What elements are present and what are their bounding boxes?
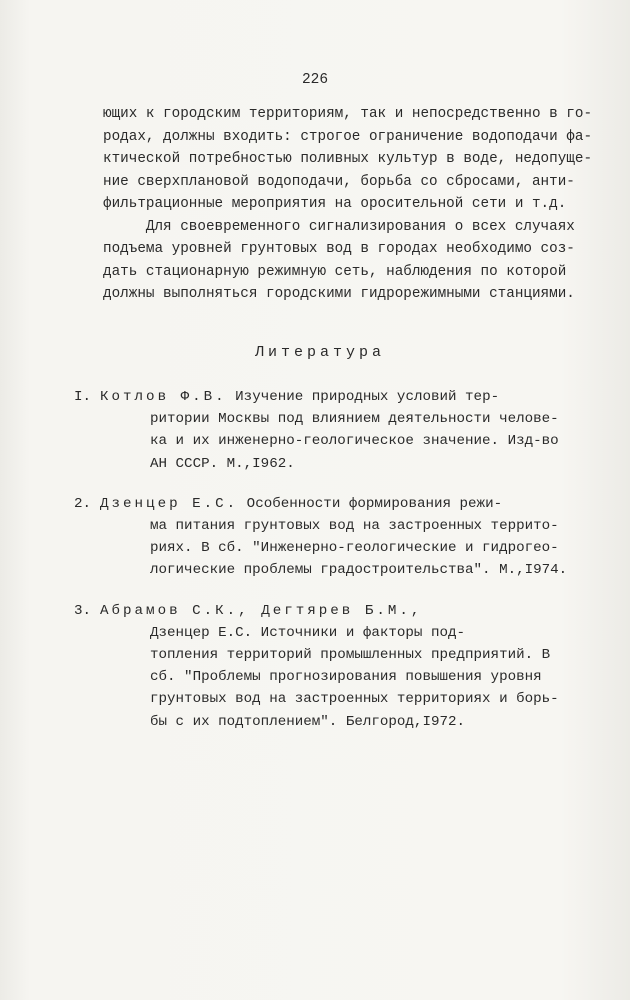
paragraph-line: подъема уровней грунтовых вод в городах необходимо соз- bbox=[103, 241, 575, 257]
reference-title: Особенности формирования режи- bbox=[238, 495, 503, 512]
reference-line: бы с их подтоплением". Белгород,I972. bbox=[150, 713, 466, 730]
page-number: 226 bbox=[301, 72, 329, 88]
reference-line: ка и их инженерно-геологическое значение. Изд-во bbox=[150, 433, 559, 450]
reference-item bbox=[74, 493, 594, 582]
reference-author: Абрамов С.К., Дегтярев Б.М., bbox=[100, 602, 423, 619]
reference-line: ма питания грунтовых вод на застроенных террито- bbox=[150, 518, 559, 535]
paragraph-line: должны выполняться городскими гидрорежимными станциями. bbox=[103, 286, 575, 302]
paragraph-line: ктической потребностью поливных культур в воде, недопуще- bbox=[103, 151, 593, 167]
reference-title: Изучение природных условий тер- bbox=[226, 389, 500, 405]
paragraph-line: дать стационарную режимную сеть, наблюдения по которой bbox=[103, 263, 567, 280]
reference-first-line bbox=[74, 600, 594, 622]
reference-number: 3. bbox=[74, 602, 92, 619]
reference-item bbox=[74, 386, 594, 475]
reference-line: АН СССР. М.,I962. bbox=[150, 455, 295, 472]
paragraph-1 bbox=[103, 103, 593, 216]
reference-line: ритории Москвы под влиянием деятельности челове- bbox=[150, 411, 559, 428]
paragraph-2 bbox=[103, 216, 593, 306]
reference-list bbox=[74, 386, 594, 751]
reference-line: логические проблемы градостроительства". М.,I974. bbox=[150, 562, 568, 579]
reference-item bbox=[74, 600, 594, 733]
reference-line: риях. В сб. "Инженерно-геологические и гидрогео- bbox=[150, 540, 559, 557]
reference-first-line bbox=[74, 386, 594, 408]
paragraph-line: ние сверхплановой водоподачи, борьба со сбросами, анти- bbox=[103, 173, 575, 190]
body-text bbox=[103, 103, 593, 306]
reference-author: Дзенцер Е.С. bbox=[100, 495, 239, 512]
literature-heading: Литература bbox=[254, 344, 385, 361]
paragraph-line: ющих к городским территориям, так и непосредственно в го- bbox=[103, 106, 593, 122]
paragraph-line: родах, должны входить: строгое ограничение водоподачи фа- bbox=[103, 128, 593, 145]
paragraph-line: Для своевременного сигнализирования о всех случаях bbox=[103, 218, 575, 235]
reference-line: сб. "Проблемы прогнозирования повышения уровня bbox=[150, 669, 542, 686]
reference-line: грунтовых вод на застроенных территориях и борь- bbox=[150, 691, 559, 708]
reference-number: 2. bbox=[74, 495, 92, 512]
reference-first-line bbox=[74, 493, 594, 515]
reference-line: Дзенцер Е.С. Источники и факторы под- bbox=[150, 624, 466, 641]
paragraph-line: фильтрационные мероприятия на оросительной сети и т.д. bbox=[103, 196, 567, 212]
reference-number: I. bbox=[74, 389, 92, 405]
reference-author: Котлов Ф.В. bbox=[100, 389, 227, 405]
reference-line: топления территорий промышленных предприятий. В bbox=[150, 647, 551, 664]
